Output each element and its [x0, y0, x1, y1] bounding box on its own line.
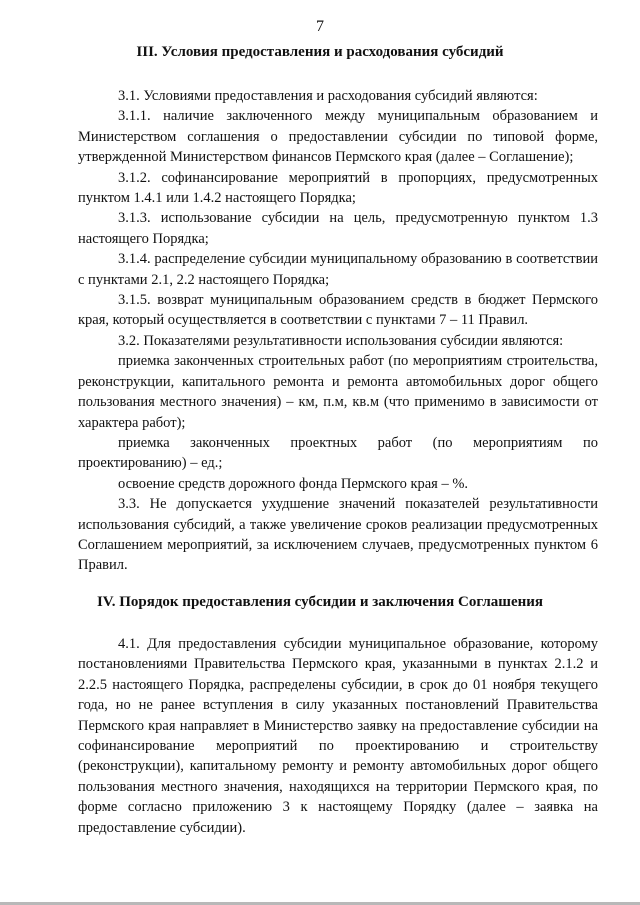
- indicator-fund: освоение средств дорожного фонда Пермского края – %.: [118, 475, 469, 492]
- paragraph-3-1-3: 3.1.3. использование субсидии на цель, предусмотренную пунктом 1.3 настоящего Порядка;: [78, 210, 598, 247]
- section-4-body: [78, 634, 598, 838]
- paragraph-3-1-4: 3.1.4. распределение субсидии муниципальному образованию в соответствии с пунктами 2.1, 2.2 настоящего Порядка;: [78, 251, 598, 288]
- paragraph-3-1-5: 3.1.5. возврат муниципальным образованием средств в бюджет Пермского края, который осуществляется в соответствии с пунктами 7 – 11 Правил.: [78, 292, 598, 329]
- indicator-design: приемка законченных проектных работ (по мероприятиям по проектированию) – ед.;: [78, 434, 598, 472]
- section-4-heading: IV. Порядок предоставления субсидии и заключения Соглашения: [96, 594, 544, 610]
- paragraph-3-3: 3.3. Не допускается ухудшение значений показателей результативности использования субсидий, а также увеличение сроков реализации предусмотренных Соглашением мероприятий, за исключением случаев, предусмотренных пунктом 6 Правил.: [78, 496, 598, 574]
- paragraph-4-1: 4.1. Для предоставления субсидии муниципальное образование, которому постановлениями Правительства Пермского края, указанными в пунктах 2.1.2 и 2.2.5 настоящего Порядка, распределены субсидии, в срок до 01 ноября текущего года, но не ранее вступления в силу указанных постановлений Правительства Пермского края направляет в Министерство заявку на предоставление субсидии на софинансирование мероприятий по проектированию и строительству (реконструкции), капитальному ремонту и ремонту автомобильных дорог общего пользования местного значения, находящихся на территории Пермского края, по форме согласно приложению 3 к настоящему Порядку (далее – заявка на предоставление субсидии).: [78, 636, 598, 836]
- indicator-construction: приемка законченных строительных работ (по мероприятиям строительства, реконструкции, капитального ремонта и ремонта автомобильных дорог общего пользования местного значения) – км, п.м, кв.м (что применимо в зависимости от характера работ);: [78, 353, 598, 431]
- section-3-body: [78, 86, 598, 576]
- section-3-heading: III. Условия предоставления и расходования субсидий: [136, 44, 504, 60]
- paragraph-3-1-2: 3.1.2. софинансирование мероприятий в пропорциях, предусмотренных пунктом 1.4.1 или 1.4.2 настоящего Порядка;: [78, 169, 598, 207]
- paragraph-3-2: 3.2. Показателями результативности использования субсидии являются:: [118, 332, 564, 349]
- paragraph-3-1-1: 3.1.1. наличие заключенного между муниципальным образованием и Министерством соглашения о предоставлении субсидии по типовой форме, утвержденной Министерством финансов Пермского края (далее – Соглашение);: [78, 108, 598, 166]
- page-number: 7: [316, 18, 324, 35]
- paragraph-3-1: 3.1. Условиями предоставления и расходования субсидий являются:: [118, 88, 538, 104]
